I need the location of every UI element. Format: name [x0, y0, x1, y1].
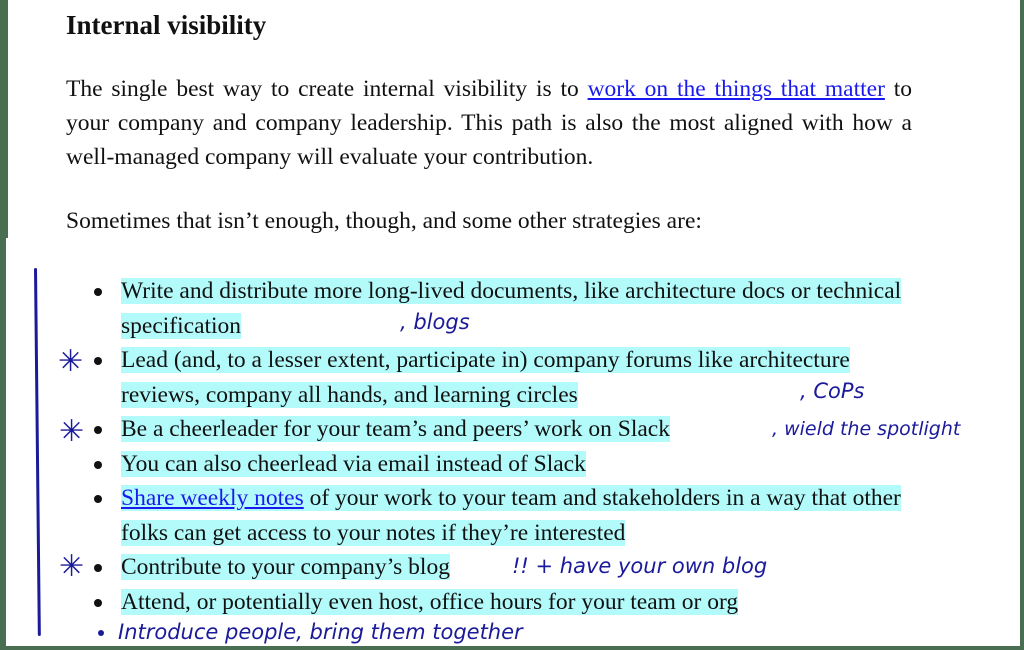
highlighted-text: Lead (and, to a lesser extent, participate in) company forums like architecture reviews, company all hands, and learning circles: [121, 347, 850, 408]
highlighted-text: Attend, or potentially even host, office hours for your team or org: [121, 588, 739, 615]
section-heading: Internal visibility: [66, 10, 267, 40]
list-item: [66, 550, 916, 585]
share-weekly-notes-link[interactable]: Share weekly notes: [121, 485, 304, 511]
highlighted-text: Be a cheerleader for your team’s and peers’ work on Slack: [121, 416, 670, 442]
highlighted-text: Write and distribute more long-lived documents, like architecture docs or technical specification: [121, 278, 902, 339]
lead-in-paragraph: Sometimes that isn’t enough, though, and some other strategies are:: [66, 208, 702, 234]
annotation-cops: , CoPs: [800, 379, 865, 403]
highlighted-text: You can also cheerlead via email instead of Slack: [121, 450, 586, 477]
window-border: [4, 238, 6, 650]
annotation-blogs: , blogs: [400, 310, 470, 334]
handwritten-bracket-line: [34, 268, 41, 636]
annotation-wield-spotlight: , wield the spotlight: [772, 418, 961, 440]
list-item: [66, 274, 916, 343]
bullet-icon: [94, 357, 102, 365]
list-item: [66, 447, 916, 482]
bullet-icon: [94, 426, 102, 434]
document-page: [4, 0, 1020, 646]
annotation-have-your-own-blog: !! + have your own blog: [512, 554, 768, 578]
highlighted-text: Contribute to your company’s blog: [121, 554, 450, 580]
list-item: [66, 481, 916, 550]
bullet-icon: [94, 599, 102, 607]
work-on-things-that-matter-link[interactable]: work on the things that matter: [587, 76, 885, 102]
intro-text-before: The single best way to create internal visibility is to: [66, 76, 588, 102]
list-item: [66, 343, 916, 412]
bullet-icon: [94, 564, 102, 572]
list-item: [66, 585, 916, 620]
strategies-list: [66, 274, 916, 619]
star-icon: ✳: [59, 414, 85, 449]
window-border: [4, 0, 8, 238]
intro-paragraph: [66, 72, 912, 174]
bullet-icon: [94, 288, 102, 296]
bullet-icon: [94, 495, 102, 503]
intro-text-after: to your company and company leadership. This path is also the most aligned with how a well-managed company will evaluate your contribution.: [66, 76, 913, 170]
handwritten-bullet-icon: [98, 630, 104, 636]
annotation-added-item: Introduce people, bring them together: [118, 620, 523, 644]
star-icon: ✳: [58, 344, 84, 379]
bullet-icon: [94, 461, 102, 469]
highlighted-text: of your work to your team and stakeholders in a way that other folks can get access to your notes if they’re interested: [121, 485, 901, 546]
star-icon: ✳: [59, 549, 85, 584]
